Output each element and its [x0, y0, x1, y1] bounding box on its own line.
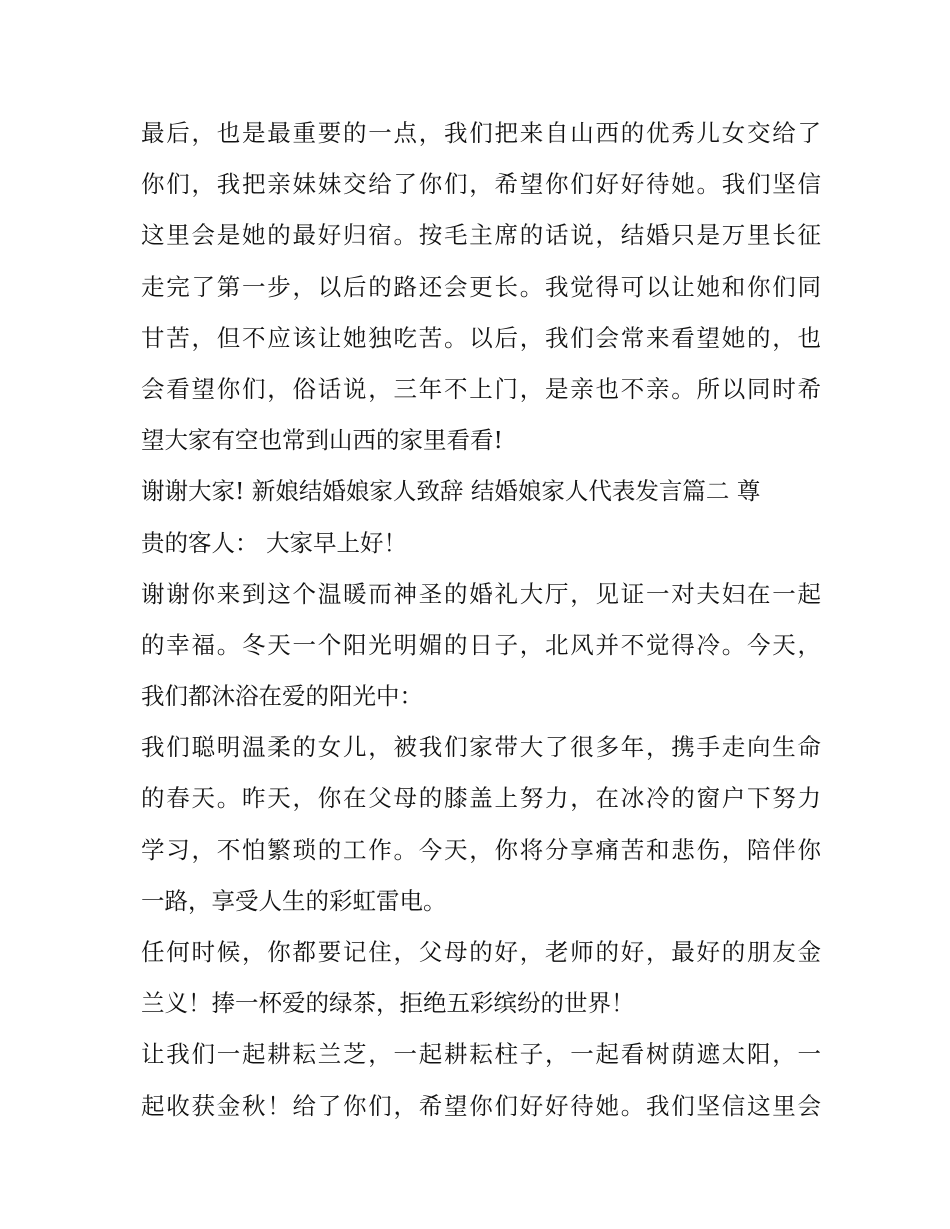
text-line: 我们都沐浴在爱的阳光中： [141, 682, 423, 711]
text-line: 的春天。昨天，你在父母的膝盖上努力，在冰冷的窗户下努力 [141, 784, 821, 813]
text-line: 学习，不怕繁琐的工作。今天，你将分享痛苦和悲伤，陪伴你 [141, 835, 821, 864]
text-line: 一路，享受人生的彩虹雷电。 [141, 886, 447, 915]
text-line: 甘苦，但不应该让她独吃苦。以后，我们会常来看望她的，也 [141, 323, 821, 352]
text-line: 最后，也是最重要的一点，我们把来自山西的优秀儿女交给了 [141, 119, 821, 147]
text-line: 贵的客人： 大家早上好！ [141, 528, 407, 557]
text-line: 你们，我把亲妹妹交给了你们，希望你们好好待她。我们坚信 [141, 170, 821, 199]
text-line: 的幸福。冬天一个阳光明媚的日子，北风并不觉得冷。今天， [141, 630, 821, 659]
text-line: 谢谢大家! 新娘结婚娘家人致辞 结婚娘家人代表发言篇二 尊 [141, 477, 761, 506]
text-line: 让我们一起耕耘兰芝，一起耕耘柱子，一起看树荫遮太阳，一 [141, 1040, 821, 1069]
text-line: 任何时候，你都要记住，父母的好，老师的好，最好的朋友金 [141, 938, 821, 966]
text-line: 起收获金秋！给了你们，希望你们好好待她。我们坚信这里会 [141, 1091, 821, 1120]
text-line: 这里会是她的最好归宿。按毛主席的话说，结婚只是万里长征 [141, 221, 821, 250]
text-line: 我们聪明温柔的女儿，被我们家带大了很多年，携手走向生命 [141, 733, 821, 762]
body-text [141, 108, 821, 1132]
text-line: 望大家有空也常到山西的家里看看! [141, 426, 503, 455]
text-line: 谢谢你来到这个温暖而神圣的婚礼大厅，见证一对夫妇在一起 [141, 579, 821, 608]
text-line: 兰义！捧一杯爱的绿茶，拒绝五彩缤纷的世界！ [141, 989, 635, 1018]
text-line: 走完了第一步，以后的路还会更长。我觉得可以让她和你们同 [141, 272, 821, 301]
text-line: 会看望你们，俗话说，三年不上门，是亲也不亲。所以同时希 [141, 374, 821, 403]
